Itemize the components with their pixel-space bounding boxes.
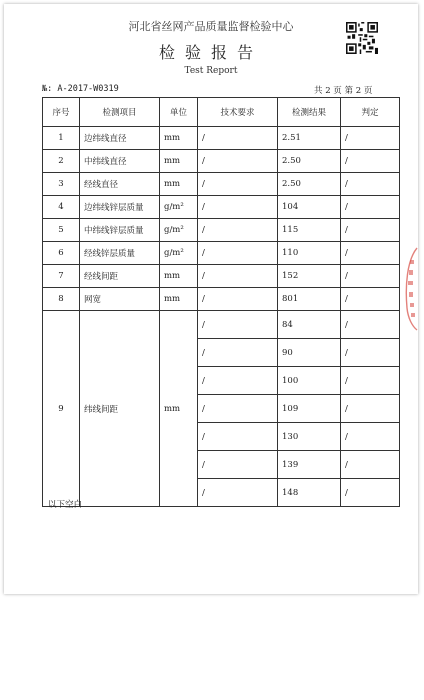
row-verdict: / [341, 423, 400, 451]
row-verdict: / [341, 219, 400, 242]
header-unit: 单位 [160, 98, 198, 127]
row-item: 经线直径 [80, 173, 160, 196]
row-result: 148 [278, 479, 341, 507]
row-requirement: / [198, 339, 278, 367]
row-requirement: / [198, 173, 278, 196]
row-item: 经线间距 [80, 265, 160, 288]
header-requirement: 技术要求 [198, 98, 278, 127]
header-verdict: 判定 [341, 98, 400, 127]
row-no: 1 [43, 127, 80, 150]
row-unit: mm [160, 150, 198, 173]
table-row [43, 150, 400, 173]
row-verdict: / [341, 451, 400, 479]
report-title: 检验报告 [158, 43, 263, 62]
row-result: 801 [278, 288, 341, 311]
row-no: 3 [43, 173, 80, 196]
organization-name: 河北省丝网产品质量监督检验中心 [128, 20, 294, 33]
row-result: 109 [278, 395, 341, 423]
row-item: 边纬线直径 [80, 127, 160, 150]
row-no: 6 [43, 242, 80, 265]
row-requirement: / [198, 196, 278, 219]
row-item: 经线锌层质量 [80, 242, 160, 265]
row-unit: mm [160, 173, 198, 196]
table-row [43, 288, 400, 311]
row-requirement: / [198, 395, 278, 423]
row-item: 网宽 [80, 288, 160, 311]
report-subtitle: Test Report [184, 66, 238, 76]
row-no: 2 [43, 150, 80, 173]
header-item: 检测项目 [80, 98, 160, 127]
report-page [4, 4, 418, 594]
row-verdict: / [341, 173, 400, 196]
row-verdict: / [341, 479, 400, 507]
row-requirement: / [198, 479, 278, 507]
report-number: №: A-2017-W0319 [42, 84, 119, 94]
table-row [43, 311, 400, 339]
header-no: 序号 [43, 98, 80, 127]
row-verdict: / [341, 242, 400, 265]
row-unit: mm [160, 127, 198, 150]
row-verdict: / [341, 339, 400, 367]
row-unit: mm [160, 288, 198, 311]
row-unit: mm [160, 311, 198, 507]
row-requirement: / [198, 242, 278, 265]
row-item: 边纬线锌层质量 [80, 196, 160, 219]
row-result: 100 [278, 367, 341, 395]
row-item: 中纬线锌层质量 [80, 219, 160, 242]
seal-stamp-icon [403, 246, 419, 332]
row-requirement: / [198, 265, 278, 288]
row-requirement: / [198, 127, 278, 150]
row-requirement: / [198, 367, 278, 395]
row-verdict: / [341, 288, 400, 311]
row-verdict: / [341, 150, 400, 173]
row-verdict: / [341, 127, 400, 150]
row-requirement: / [198, 288, 278, 311]
row-result: 90 [278, 339, 341, 367]
row-result: 2.50 [278, 150, 341, 173]
row-unit: mm [160, 265, 198, 288]
row-verdict: / [341, 311, 400, 339]
results-table [42, 97, 400, 507]
row-no: 8 [43, 288, 80, 311]
table-row [43, 265, 400, 288]
table-row [43, 127, 400, 150]
row-result: 110 [278, 242, 341, 265]
header-result: 检测结果 [278, 98, 341, 127]
row-result: 152 [278, 265, 341, 288]
row-item: 纬线间距 [80, 311, 160, 507]
row-verdict: / [341, 395, 400, 423]
table-row [43, 219, 400, 242]
table-row [43, 196, 400, 219]
row-verdict: / [341, 196, 400, 219]
row-requirement: / [198, 451, 278, 479]
row-unit: g/m² [160, 196, 198, 219]
table-row [43, 242, 400, 265]
row-result: 84 [278, 311, 341, 339]
row-requirement: / [198, 423, 278, 451]
row-result: 104 [278, 196, 341, 219]
row-requirement: / [198, 150, 278, 173]
row-requirement: / [198, 219, 278, 242]
row-result: 2.51 [278, 127, 341, 150]
page-info: 共 2 页 第 2 页 [314, 86, 373, 96]
row-result: 115 [278, 219, 341, 242]
table-row [43, 173, 400, 196]
row-verdict: / [341, 265, 400, 288]
row-result: 139 [278, 451, 341, 479]
row-no: 4 [43, 196, 80, 219]
row-result: 2.50 [278, 173, 341, 196]
row-item: 中纬线直径 [80, 150, 160, 173]
row-verdict: / [341, 367, 400, 395]
row-no: 5 [43, 219, 80, 242]
table-header-row [43, 98, 400, 127]
row-unit: g/m² [160, 242, 198, 265]
row-unit: g/m² [160, 219, 198, 242]
row-result: 130 [278, 423, 341, 451]
qr-code-icon [346, 22, 378, 54]
end-of-report-note: 以下空白 [48, 500, 83, 510]
row-no: 9 [43, 311, 80, 507]
row-no: 7 [43, 265, 80, 288]
row-requirement: / [198, 311, 278, 339]
